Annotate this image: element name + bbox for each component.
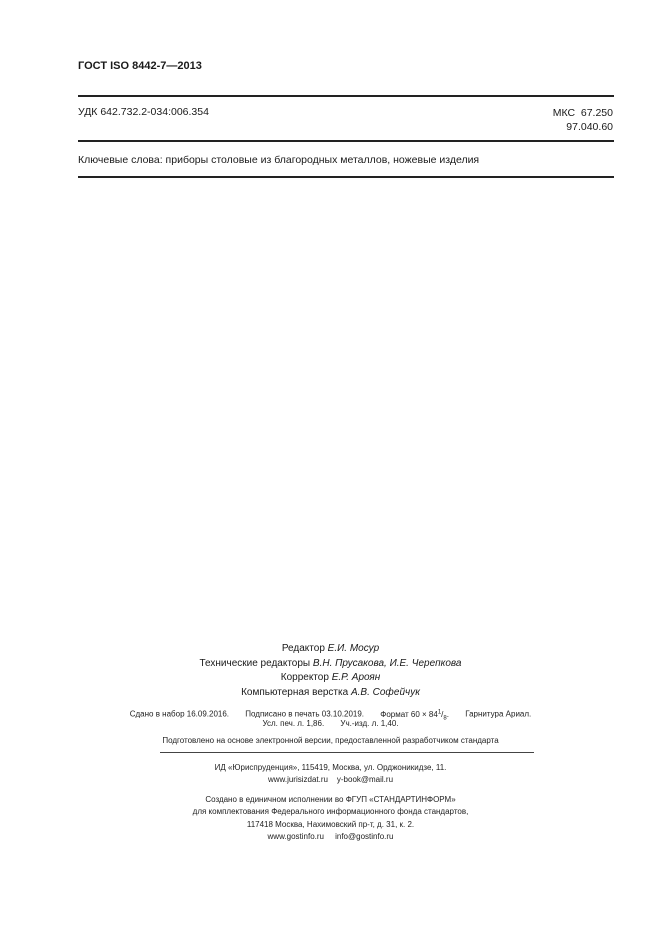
credit-corrector (0, 671, 661, 686)
tech-names: В.Н. Прусакова, И.Е. Черепкова (312, 657, 462, 669)
top-rule (78, 95, 614, 97)
udk-code: УДК 642.732.2-034:006.354 (78, 106, 209, 118)
producer-line-1: Создано в единичном исполнении во ФГУП «СТАНДАРТИНФОРМ» (205, 795, 456, 804)
layout-role: Компьютерная верстка (241, 686, 349, 698)
mks-code-1: 67.250 (580, 107, 613, 119)
producer-line-2: для комплектования Федерального информационного фонда стандартов, (192, 807, 469, 816)
mks-line-1 (553, 106, 613, 120)
producer-contacts (0, 831, 661, 843)
credits-block (0, 642, 661, 700)
format-num: 1 (437, 709, 442, 715)
credit-layout (0, 686, 661, 701)
mks-codes (553, 106, 613, 134)
producer-address-block (0, 819, 661, 843)
producer-site[interactable]: www.gostinfo.ru (267, 832, 324, 841)
print-sheets: Усл. печ. л. 1,86. (262, 719, 325, 728)
publisher-site[interactable]: www.jurisizdat.ru (267, 775, 328, 784)
publisher-block (0, 762, 661, 786)
editor-role: Редактор (281, 643, 325, 654)
pub-sheets: Уч.-изд. л. 1,40. (340, 719, 399, 728)
bottom-rule (78, 176, 614, 178)
keywords: Ключевые слова: приборы столовые из благородных металлов, ножевые изделия (78, 154, 480, 166)
corrector-name: Е.Р. Ароян (331, 672, 381, 683)
format-info: Формат $60 \times 84^1/_8$. (380, 709, 449, 722)
document-code: ГОСТ ISO 8442-7—2013 (78, 60, 202, 72)
credit-editor (0, 642, 661, 657)
format-prefix: Формат 60 × 84 (380, 709, 438, 719)
producer-block (0, 794, 661, 818)
format-den: 8 (443, 715, 447, 722)
submitted-date: Сдано в набор 16.09.2016. (129, 709, 230, 719)
mks-label: МКС (552, 107, 576, 119)
credit-tech-editors (0, 657, 661, 672)
producer-email[interactable]: info@gostinfo.ru (335, 832, 394, 841)
publisher-email[interactable]: y-book@mail.ru (336, 775, 394, 784)
corrector-role: Корректор (280, 672, 329, 683)
producer-address: 117418 Москва, Нахимовский пр-т, д. 31, к. 2. (246, 820, 415, 829)
publisher-line: ИД «Юриспруденция», 115419, Москва, ул. Орджоникидзе, 11. (214, 763, 447, 772)
publisher-contacts (0, 774, 661, 786)
format-suffix: . (446, 709, 449, 719)
signed-date: Подписано в печать 03.10.2019. (245, 709, 365, 719)
layout-name: А.В. Софейчук (350, 686, 420, 698)
footer-rule (160, 752, 534, 753)
editor-name: Е.И. Мосур (327, 643, 380, 654)
print-info-line-2 (0, 719, 661, 728)
prepared-note: Подготовлено на основе электронной версии, предоставленной разработчиком стандарта (162, 736, 499, 745)
middle-rule (78, 140, 614, 142)
tech-role: Технические редакторы (199, 657, 311, 669)
mks-code-2: 97.040.60 (566, 121, 613, 133)
typeface: Гарнитура Ариал. (465, 709, 532, 719)
